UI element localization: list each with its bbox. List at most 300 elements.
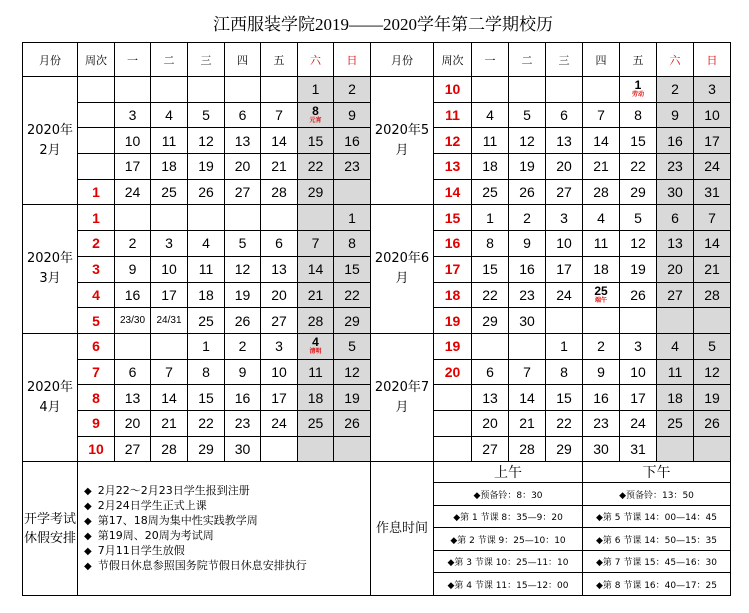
day-cell: 27 — [546, 179, 583, 205]
day-cell — [188, 77, 225, 103]
day-cell: 4 — [151, 102, 188, 128]
day-cell: 31 — [694, 179, 731, 205]
day-cell: 2 — [509, 205, 546, 231]
day-cell: 3 — [115, 102, 151, 128]
day-cell: 24 — [546, 282, 583, 308]
day-cell — [298, 333, 334, 359]
day-cell — [151, 333, 188, 359]
header-right-8: 日 — [694, 43, 731, 77]
header-right-5: 四 — [583, 43, 620, 77]
week-number: 8 — [78, 385, 115, 411]
day-cell: 1 — [298, 77, 334, 103]
header-right-0: 月份 — [371, 43, 434, 77]
day-cell: 8 — [188, 359, 225, 385]
day-cell — [583, 282, 620, 308]
day-cell: 28 — [583, 179, 620, 205]
schedule-am: ◆第 1 节课 8：35—9：20 — [434, 505, 583, 528]
day-cell: 30 — [509, 308, 546, 334]
schedule-pm: ◆预备铃：13：50 — [583, 483, 731, 506]
day-cell: 21 — [298, 282, 334, 308]
day-cell: 9 — [115, 256, 151, 282]
day-cell: 24 — [115, 179, 151, 205]
week-number: 4 — [78, 282, 115, 308]
day-cell — [546, 308, 583, 334]
day-cell: 26 — [225, 308, 261, 334]
week-row — [23, 333, 731, 359]
day-cell: 5 — [620, 205, 657, 231]
day-cell — [334, 436, 371, 462]
day-cell: 22 — [472, 282, 509, 308]
day-cell: 22 — [298, 154, 334, 180]
day-cell: 10 — [261, 359, 298, 385]
day-cell — [225, 77, 261, 103]
day-cell: 2 — [583, 333, 620, 359]
day-cell: 26 — [188, 179, 225, 205]
day-cell: 28 — [509, 436, 546, 462]
day-cell: 22 — [188, 410, 225, 436]
day-cell: 4 — [657, 333, 694, 359]
schedule-pm: ◆第 7 节课 15：45—16：30 — [583, 550, 731, 573]
day-cell: 24/31 — [151, 308, 188, 334]
day-cell: 9 — [657, 102, 694, 128]
day-cell: 30 — [583, 436, 620, 462]
day-cell: 15 — [472, 256, 509, 282]
day-cell: 13 — [115, 385, 151, 411]
day-cell — [472, 333, 509, 359]
day-cell: 14 — [151, 385, 188, 411]
day-cell: 23 — [509, 282, 546, 308]
week-number: 12 — [434, 128, 472, 154]
holiday-date: 25 — [594, 283, 608, 298]
day-cell: 12 — [620, 231, 657, 257]
day-cell — [334, 179, 371, 205]
day-cell: 27 — [472, 436, 509, 462]
day-cell: 25 — [472, 179, 509, 205]
day-cell: 26 — [334, 410, 371, 436]
schedule-header-row — [23, 462, 731, 483]
week-number: 17 — [434, 256, 472, 282]
day-cell: 16 — [225, 385, 261, 411]
day-cell: 23 — [583, 410, 620, 436]
day-cell: 13 — [225, 128, 261, 154]
day-cell — [151, 205, 188, 231]
day-cell: 8 — [620, 102, 657, 128]
holiday-name: 清明 — [309, 348, 322, 356]
holiday-date: 8 — [312, 104, 319, 119]
day-cell: 17 — [694, 128, 731, 154]
week-number: 7 — [78, 359, 115, 385]
week-number: 9 — [78, 410, 115, 436]
week-number: 19 — [434, 308, 472, 334]
day-cell: 24 — [261, 410, 298, 436]
day-cell: 18 — [657, 385, 694, 411]
week-number: 3 — [78, 256, 115, 282]
day-cell: 21 — [694, 256, 731, 282]
header-right-4: 三 — [546, 43, 583, 77]
day-cell: 16 — [657, 128, 694, 154]
note-item: ◆ 第17、18周为集中性实践教学周 — [84, 514, 370, 529]
day-cell: 29 — [334, 308, 371, 334]
note-item: ◆ 7月11日学生放假 — [84, 544, 370, 559]
day-cell: 17 — [261, 385, 298, 411]
day-cell: 28 — [298, 308, 334, 334]
day-cell: 17 — [546, 256, 583, 282]
note-item: ◆ 节假日休息参照国务院节假日休息安排执行 — [84, 559, 370, 574]
day-cell: 13 — [657, 231, 694, 257]
day-cell — [583, 77, 620, 103]
day-cell: 8 — [334, 231, 371, 257]
day-cell: 20 — [472, 410, 509, 436]
week-number: 1 — [78, 205, 115, 231]
day-cell: 19 — [334, 385, 371, 411]
week-number — [78, 77, 115, 103]
day-cell: 15 — [620, 128, 657, 154]
day-cell: 9 — [334, 102, 371, 128]
day-cell — [225, 205, 261, 231]
week-number — [434, 385, 472, 411]
calendar-title: 江西服装学院2019——2020学年第二学期校历 — [213, 15, 553, 34]
day-cell: 7 — [151, 359, 188, 385]
day-cell: 17 — [115, 154, 151, 180]
header-right-7: 六 — [657, 43, 694, 77]
week-number: 2 — [78, 231, 115, 257]
day-cell: 16 — [334, 128, 371, 154]
day-cell: 17 — [151, 282, 188, 308]
day-cell: 28 — [151, 436, 188, 462]
header-right-3: 二 — [509, 43, 546, 77]
pm-header: 下午 — [583, 462, 731, 483]
month-label: 2020年2月 — [23, 77, 78, 205]
header-right-1: 周次 — [434, 43, 472, 77]
am-header: 上午 — [434, 462, 583, 483]
week-number — [78, 128, 115, 154]
day-cell: 13 — [261, 256, 298, 282]
day-cell: 5 — [225, 231, 261, 257]
day-cell: 19 — [694, 385, 731, 411]
day-cell — [298, 102, 334, 128]
day-cell: 18 — [151, 154, 188, 180]
day-cell: 10 — [620, 359, 657, 385]
week-number: 11 — [434, 102, 472, 128]
day-cell: 1 — [334, 205, 371, 231]
week-number: 10 — [78, 436, 115, 462]
day-cell — [188, 205, 225, 231]
day-cell: 28 — [694, 282, 731, 308]
day-cell — [657, 308, 694, 334]
holiday-date: 4 — [312, 335, 319, 350]
day-cell: 18 — [583, 256, 620, 282]
day-cell: 13 — [472, 385, 509, 411]
schedule-am: ◆第 2 节课 9：25—10：10 — [434, 528, 583, 551]
day-cell: 24 — [694, 154, 731, 180]
schedule-am: ◆预备铃：8：30 — [434, 483, 583, 506]
week-number: 6 — [78, 333, 115, 359]
day-cell — [261, 205, 298, 231]
day-cell: 20 — [546, 154, 583, 180]
day-cell: 3 — [694, 77, 731, 103]
day-cell: 7 — [583, 102, 620, 128]
week-number: 15 — [434, 205, 472, 231]
day-cell: 20 — [115, 410, 151, 436]
day-cell: 29 — [472, 308, 509, 334]
day-cell: 1 — [472, 205, 509, 231]
day-cell: 11 — [657, 359, 694, 385]
day-cell: 10 — [694, 102, 731, 128]
day-cell: 12 — [509, 128, 546, 154]
header-left-7: 六 — [298, 43, 334, 77]
day-cell: 6 — [657, 205, 694, 231]
day-cell: 2 — [115, 231, 151, 257]
day-cell: 29 — [298, 179, 334, 205]
week-number — [434, 410, 472, 436]
day-cell: 22 — [334, 282, 371, 308]
schedule-label: 作息时间 — [371, 462, 434, 596]
day-cell: 26 — [509, 179, 546, 205]
header-left-6: 五 — [261, 43, 298, 77]
day-cell: 29 — [188, 436, 225, 462]
week-row — [23, 205, 731, 231]
day-cell: 28 — [261, 179, 298, 205]
note-item: ◆ 第19周、20周为考试周 — [84, 529, 370, 544]
day-cell: 21 — [583, 154, 620, 180]
day-cell — [509, 333, 546, 359]
day-cell: 5 — [334, 333, 371, 359]
notes-label: 开学考试休假安排 — [23, 462, 78, 596]
day-cell: 16 — [583, 385, 620, 411]
day-cell: 11 — [151, 128, 188, 154]
day-cell: 2 — [334, 77, 371, 103]
day-cell: 20 — [657, 256, 694, 282]
notes-list — [78, 484, 370, 574]
schedule-pm: ◆第 8 节课 16：40—17：25 — [583, 573, 731, 596]
day-cell: 2 — [657, 77, 694, 103]
day-cell: 17 — [620, 385, 657, 411]
day-cell: 25 — [298, 410, 334, 436]
week-number — [78, 154, 115, 180]
day-cell: 26 — [620, 282, 657, 308]
day-cell: 11 — [472, 128, 509, 154]
header-right-6: 五 — [620, 43, 657, 77]
day-cell — [472, 77, 509, 103]
day-cell: 8 — [472, 231, 509, 257]
week-number: 19 — [434, 333, 472, 359]
day-cell: 18 — [472, 154, 509, 180]
day-cell: 6 — [115, 359, 151, 385]
week-number: 5 — [78, 308, 115, 334]
day-cell: 23 — [657, 154, 694, 180]
day-cell — [620, 77, 657, 103]
month-label: 2020年3月 — [23, 205, 78, 333]
notes-cell — [78, 462, 371, 596]
header-right-2: 一 — [472, 43, 509, 77]
day-cell: 13 — [546, 128, 583, 154]
holiday-name: 元宵 — [309, 117, 322, 125]
month-label: 2020年5月 — [371, 77, 434, 205]
header-left-1: 周次 — [78, 43, 115, 77]
header-left-2: 一 — [115, 43, 151, 77]
day-cell: 23 — [225, 410, 261, 436]
week-number: 13 — [434, 154, 472, 180]
day-cell: 6 — [546, 102, 583, 128]
day-cell: 21 — [151, 410, 188, 436]
day-cell: 4 — [188, 231, 225, 257]
day-cell: 2 — [225, 333, 261, 359]
day-cell — [298, 205, 334, 231]
day-cell: 14 — [583, 128, 620, 154]
day-cell: 3 — [620, 333, 657, 359]
day-cell: 24 — [620, 410, 657, 436]
day-cell: 9 — [225, 359, 261, 385]
day-cell: 14 — [509, 385, 546, 411]
day-cell: 9 — [583, 359, 620, 385]
holiday-name: 劳动 — [631, 91, 644, 99]
day-cell: 19 — [225, 282, 261, 308]
holiday-date: 1 — [634, 78, 642, 93]
week-number — [434, 436, 472, 462]
day-cell: 10 — [546, 231, 583, 257]
day-cell: 27 — [657, 282, 694, 308]
note-item: ◆ 2月24日学生正式上课 — [84, 499, 370, 514]
day-cell: 1 — [546, 333, 583, 359]
day-cell — [261, 77, 298, 103]
day-cell — [546, 77, 583, 103]
day-cell — [151, 77, 188, 103]
day-cell: 10 — [151, 256, 188, 282]
day-cell: 12 — [334, 359, 371, 385]
day-cell: 14 — [694, 231, 731, 257]
day-cell: 10 — [115, 128, 151, 154]
schedule-am: ◆第 3 节课 10：25—11：10 — [434, 550, 583, 573]
school-calendar-table — [22, 42, 731, 596]
day-cell: 11 — [188, 256, 225, 282]
week-number: 14 — [434, 179, 472, 205]
day-cell: 18 — [298, 385, 334, 411]
week-row — [23, 77, 731, 103]
week-number: 1 — [78, 179, 115, 205]
month-label: 2020年7月 — [371, 333, 434, 461]
header-left-0: 月份 — [23, 43, 78, 77]
day-cell: 26 — [694, 410, 731, 436]
day-cell: 11 — [298, 359, 334, 385]
day-cell: 15 — [298, 128, 334, 154]
day-cell: 14 — [261, 128, 298, 154]
header-left-8: 日 — [334, 43, 371, 77]
day-cell — [694, 308, 731, 334]
day-cell: 20 — [225, 154, 261, 180]
week-number: 20 — [434, 359, 472, 385]
day-cell: 27 — [225, 179, 261, 205]
schedule-pm: ◆第 5 节课 14：00—14：45 — [583, 505, 731, 528]
header-left-5: 四 — [225, 43, 261, 77]
day-cell: 1 — [188, 333, 225, 359]
day-cell: 7 — [509, 359, 546, 385]
day-cell: 22 — [620, 154, 657, 180]
day-cell: 12 — [694, 359, 731, 385]
day-cell: 9 — [509, 231, 546, 257]
day-cell — [115, 77, 151, 103]
day-cell: 5 — [694, 333, 731, 359]
day-cell: 19 — [620, 256, 657, 282]
day-cell — [115, 333, 151, 359]
day-cell: 4 — [583, 205, 620, 231]
day-cell: 7 — [694, 205, 731, 231]
day-cell: 23/30 — [115, 308, 151, 334]
week-number: 10 — [434, 77, 472, 103]
day-cell: 3 — [151, 231, 188, 257]
day-cell: 16 — [509, 256, 546, 282]
month-label: 2020年4月 — [23, 333, 78, 461]
day-cell: 16 — [115, 282, 151, 308]
day-cell: 8 — [546, 359, 583, 385]
day-cell: 29 — [546, 436, 583, 462]
day-cell: 25 — [151, 179, 188, 205]
day-cell: 27 — [115, 436, 151, 462]
day-cell: 22 — [546, 410, 583, 436]
day-cell: 6 — [225, 102, 261, 128]
week-number — [78, 102, 115, 128]
day-cell: 25 — [188, 308, 225, 334]
day-cell: 6 — [261, 231, 298, 257]
day-cell: 5 — [188, 102, 225, 128]
day-cell: 30 — [657, 179, 694, 205]
week-number: 18 — [434, 282, 472, 308]
day-cell: 7 — [261, 102, 298, 128]
day-cell — [261, 436, 298, 462]
day-cell: 5 — [509, 102, 546, 128]
day-cell: 25 — [657, 410, 694, 436]
note-item: ◆ 2月22～2月23日学生报到注册 — [84, 484, 370, 499]
day-cell: 21 — [261, 154, 298, 180]
day-cell — [694, 436, 731, 462]
day-cell: 12 — [225, 256, 261, 282]
schedule-pm: ◆第 6 节课 14：50—15：35 — [583, 528, 731, 551]
holiday-name: 端午 — [594, 296, 607, 304]
day-cell: 19 — [509, 154, 546, 180]
schedule-am: ◆第 4 节课 11：15—12：00 — [434, 573, 583, 596]
day-cell: 15 — [188, 385, 225, 411]
day-cell — [115, 205, 151, 231]
day-cell — [583, 308, 620, 334]
day-cell: 19 — [188, 154, 225, 180]
day-cell: 3 — [261, 333, 298, 359]
day-cell — [657, 436, 694, 462]
day-cell: 30 — [225, 436, 261, 462]
day-cell: 14 — [298, 256, 334, 282]
header-left-3: 二 — [151, 43, 188, 77]
day-cell: 21 — [509, 410, 546, 436]
day-cell: 23 — [334, 154, 371, 180]
day-cell: 4 — [472, 102, 509, 128]
day-cell — [298, 436, 334, 462]
day-cell: 6 — [472, 359, 509, 385]
header-left-4: 三 — [188, 43, 225, 77]
day-cell: 29 — [620, 179, 657, 205]
day-cell: 11 — [583, 231, 620, 257]
day-cell: 27 — [261, 308, 298, 334]
day-cell: 3 — [546, 205, 583, 231]
day-cell: 18 — [188, 282, 225, 308]
week-number: 16 — [434, 231, 472, 257]
day-cell: 15 — [546, 385, 583, 411]
header-row — [23, 43, 731, 77]
day-cell: 12 — [188, 128, 225, 154]
day-cell: 7 — [298, 231, 334, 257]
day-cell — [620, 308, 657, 334]
day-cell: 15 — [334, 256, 371, 282]
month-label: 2020年6月 — [371, 205, 434, 333]
day-cell — [509, 77, 546, 103]
day-cell: 31 — [620, 436, 657, 462]
